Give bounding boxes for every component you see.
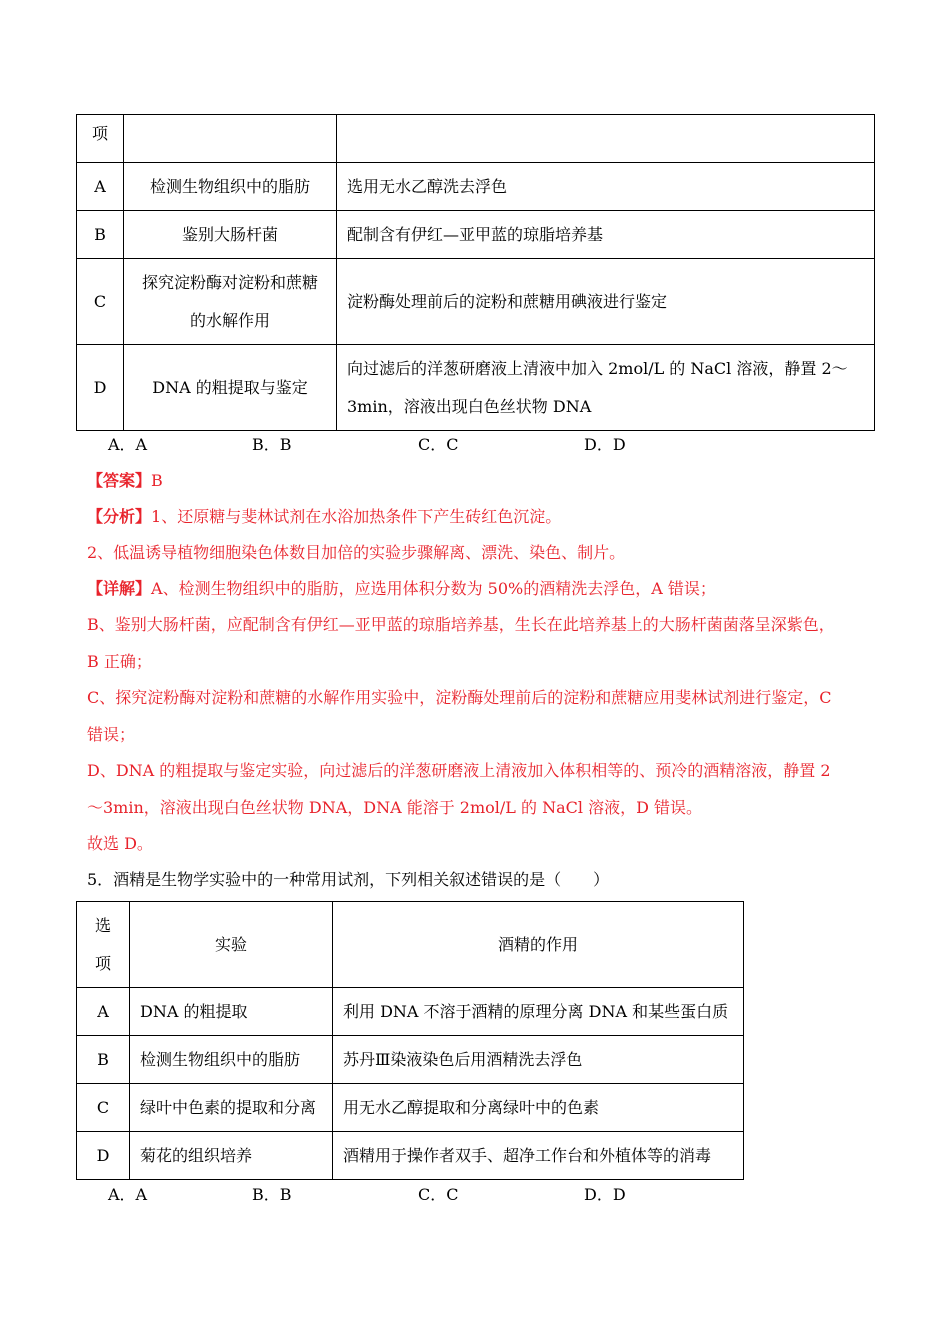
option-cell: A: [77, 163, 124, 211]
table-header-row: [77, 902, 744, 988]
detail-line: [87, 577, 870, 601]
role-cell: 苏丹Ⅲ染液染色后用酒精洗去浮色: [333, 1036, 744, 1084]
answer-line: [87, 469, 870, 493]
detail-line: B 正确；: [87, 652, 152, 671]
option-cell: A: [77, 988, 130, 1036]
question5-table: [76, 901, 744, 1180]
table-row: [77, 345, 875, 431]
analysis-tag: 【分析】: [87, 507, 152, 526]
choice-b[interactable]: B．B: [252, 435, 292, 454]
choice-a[interactable]: A．A: [108, 1185, 148, 1204]
analysis-line: [87, 505, 870, 529]
table-row: [77, 1084, 744, 1132]
option-cell: D: [77, 345, 124, 431]
choice-c[interactable]: C．C: [418, 435, 459, 454]
role-cell: 酒精用于操作者双手、超净工作台和外植体等的消毒: [333, 1132, 744, 1180]
table-row: [77, 259, 875, 345]
header-experiment-cell: 实验: [130, 902, 333, 988]
detail-line: C、探究淀粉酶对淀粉和蔗糖的水解作用实验中，淀粉酶处理前后的淀粉和蔗糖应用斐林试剂进行鉴定，C: [87, 688, 832, 707]
choice-d[interactable]: D．D: [584, 1185, 626, 1204]
header-text: 选: [94, 915, 111, 935]
item-cell: DNA 的粗提取与鉴定: [124, 345, 337, 431]
table-header-row: [77, 115, 875, 163]
item-cell: 检测生物组织中的脂肪: [124, 163, 337, 211]
experiment-cell: 绿叶中色素的提取和分离: [130, 1084, 333, 1132]
experiment-cell: DNA 的粗提取: [130, 988, 333, 1036]
detail-line: ～3min，溶液出现白色丝状物 DNA，DNA 能溶于 2mol/L 的 NaCl 溶液，D 错误。: [87, 798, 702, 817]
answer-text: B: [151, 471, 163, 490]
role-cell: 利用 DNA 不溶于酒精的原理分离 DNA 和某些蛋白质: [333, 988, 744, 1036]
method-line: 向过滤后的洋葱研磨液上清液中加入 2mol/L 的 NaCl 溶液，静置 2～: [347, 358, 848, 378]
choice-d[interactable]: D．D: [584, 435, 626, 454]
question4-table: [76, 114, 875, 431]
table-row: [77, 1036, 744, 1084]
role-cell: 用无水乙醇提取和分离绿叶中的色素: [333, 1084, 744, 1132]
answer-tag: 【答案】: [87, 471, 152, 490]
question5-stem: 5．酒精是生物学实验中的一种常用试剂，下列相关叙述错误的是（ ）: [87, 870, 610, 889]
detail-tag: 【详解】: [87, 579, 152, 598]
item-line: 探究淀粉酶对淀粉和蔗糖: [141, 272, 318, 292]
analysis-text: 1、还原糖与斐林试剂在水浴加热条件下产生砖红色沉淀。: [151, 507, 562, 526]
detail-line: 故选 D。: [87, 834, 153, 853]
header-text: 项: [94, 953, 111, 973]
method-cell: 选用无水乙醇洗去浮色: [337, 163, 875, 211]
table-row: [77, 211, 875, 259]
option-cell: B: [77, 211, 124, 259]
detail-line: D、DNA 的粗提取与鉴定实验，向过滤后的洋葱研磨液上清液加入体积相等的、预冷的酒精溶液，静置 2: [87, 761, 831, 780]
table-row: [77, 988, 744, 1036]
option-cell: D: [77, 1132, 130, 1180]
choice-a[interactable]: A．A: [108, 435, 148, 454]
table-row: [77, 1132, 744, 1180]
method-cell: 配制含有伊红—亚甲蓝的琼脂培养基: [337, 211, 875, 259]
method-line: 3min，溶液出现白色丝状物 DNA: [347, 396, 592, 416]
table-row: [77, 163, 875, 211]
detail-line: B、鉴别大肠杆菌，应配制含有伊红—亚甲蓝的琼脂培养基，生长在此培养基上的大肠杆菌菌落呈深紫色，: [87, 615, 835, 634]
detail-text: A、检测生物组织中的脂肪，应选用体积分数为 50%的酒精洗去浮色，A 错误；: [151, 579, 716, 598]
item-cell: 鉴别大肠杆菌: [124, 211, 337, 259]
method-cell: [337, 345, 875, 431]
experiment-cell: 检测生物组织中的脂肪: [130, 1036, 333, 1084]
header-option-cell: 项: [77, 115, 124, 163]
header-role-cell: 酒精的作用: [333, 902, 744, 988]
choice-b[interactable]: B．B: [252, 1185, 292, 1204]
header-item-cell: [124, 115, 337, 163]
option-cell: C: [77, 1084, 130, 1132]
method-cell: 淀粉酶处理前后的淀粉和蔗糖用碘液进行鉴定: [337, 259, 875, 345]
detail-line: 错误；: [87, 725, 136, 744]
analysis-line: 2、低温诱导植物细胞染色体数目加倍的实验步骤解离、漂洗、染色、制片。: [87, 543, 626, 562]
item-line: 的水解作用: [189, 310, 270, 330]
item-cell: [124, 259, 337, 345]
option-cell: C: [77, 259, 124, 345]
header-option-cell: [77, 902, 130, 988]
header-method-cell: [337, 115, 875, 163]
option-cell: B: [77, 1036, 130, 1084]
experiment-cell: 菊花的组织培养: [130, 1132, 333, 1180]
choice-c[interactable]: C．C: [418, 1185, 459, 1204]
